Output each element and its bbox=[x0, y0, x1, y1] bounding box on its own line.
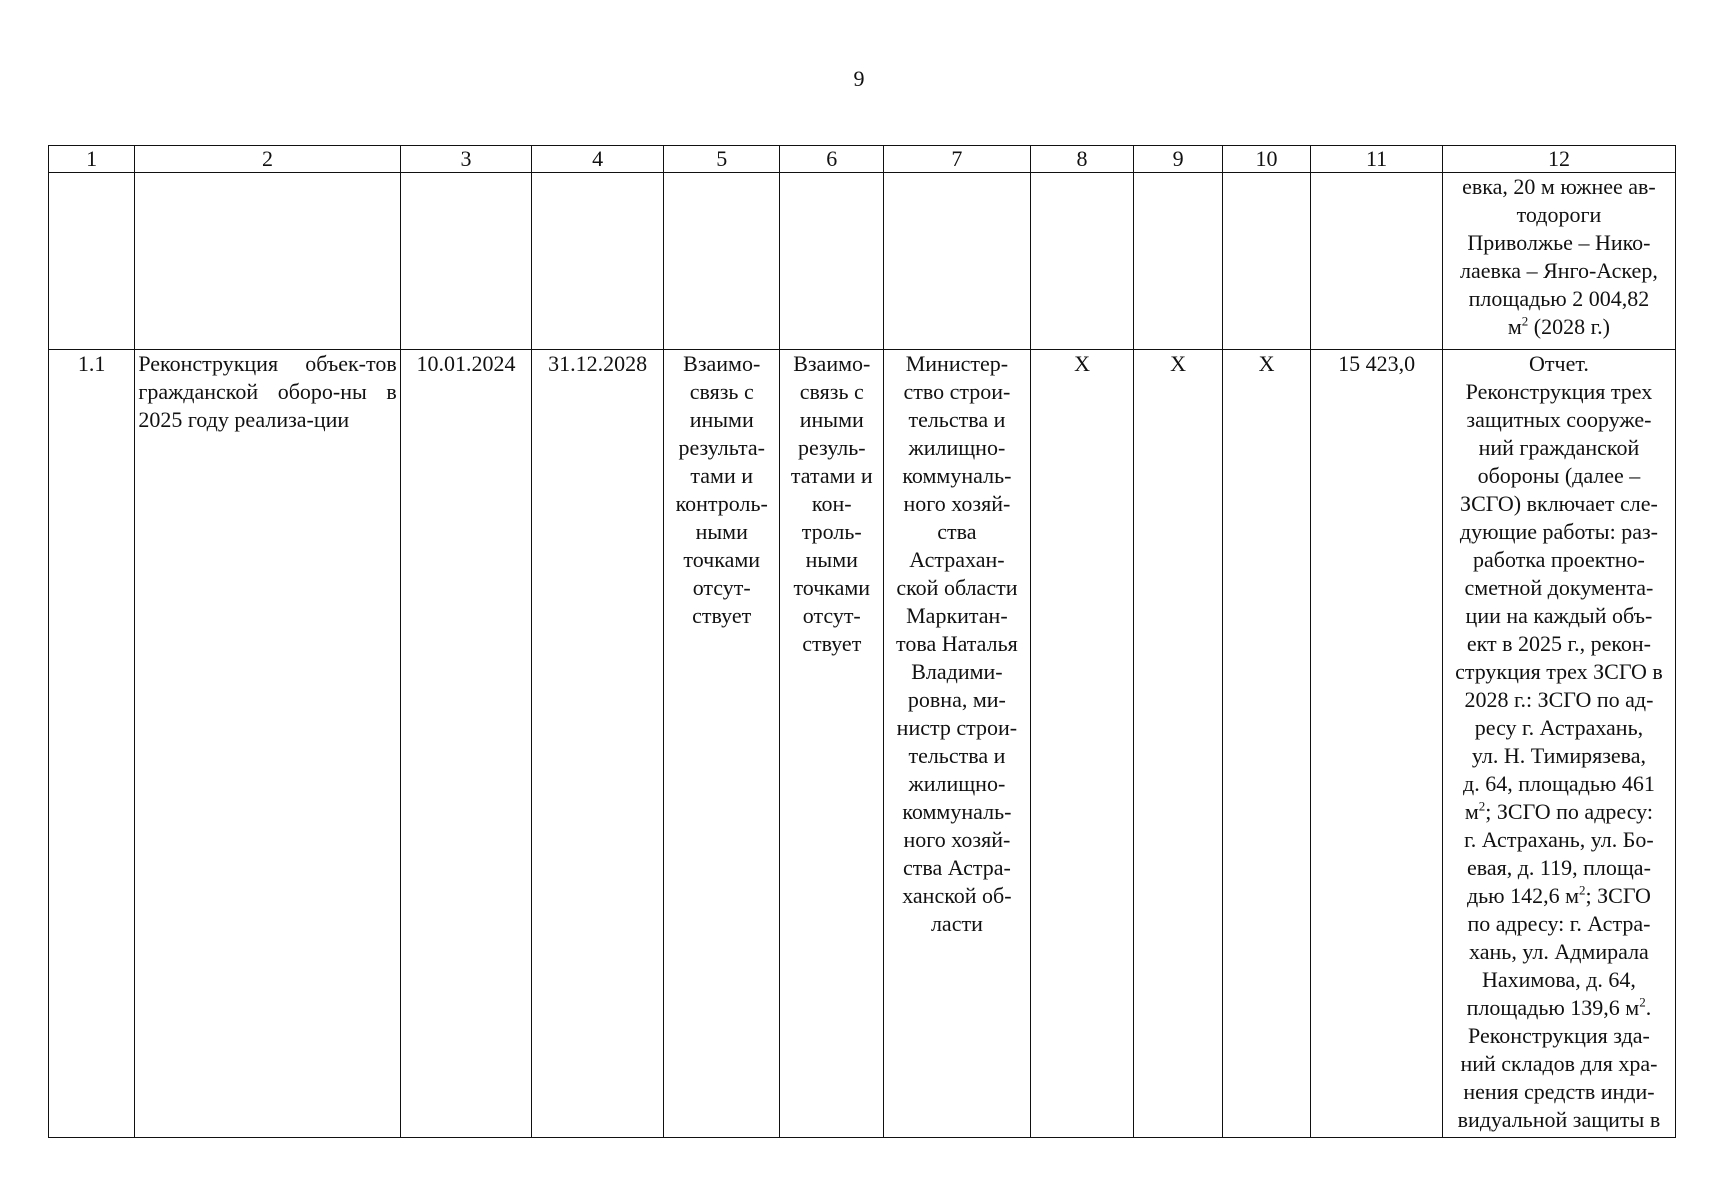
continued-description-text: евка, 20 м южнее ав- тодороги Приволжье – Нико- лаевка – Янго-Аскер, площадью 2 004,82 м bbox=[1460, 174, 1658, 339]
cell-empty bbox=[663, 173, 780, 350]
cell-empty bbox=[49, 173, 135, 350]
continued-row bbox=[49, 173, 1676, 350]
start-date: 10.01.2024 bbox=[400, 350, 532, 1138]
col-header-8: 8 bbox=[1030, 146, 1134, 173]
page-number: 9 bbox=[853, 66, 865, 91]
result-name: Реконструкция объек-тов гражданской оборо-ны в 2025 году реализа-ции bbox=[135, 350, 400, 1138]
col-header-3: 3 bbox=[400, 146, 532, 173]
results-table bbox=[48, 145, 1676, 1138]
cell-empty bbox=[135, 173, 400, 350]
responsible-person: Министер- ство строи- тельства и жилищно- коммуналь- ного хозяй- ства Астрахан- ской области Маркитан- това Наталья Владими- ровна, ми- нистр строи- тельства и жилищно- коммуналь- ного хозяй- ства Астра- ханской об- ласти bbox=[884, 350, 1031, 1138]
superscript: 2 bbox=[1521, 313, 1529, 329]
description-cell bbox=[1442, 350, 1675, 1138]
row-number: 1.1 bbox=[49, 350, 135, 1138]
col-header-2: 2 bbox=[135, 146, 400, 173]
continued-description-tail: (2028 г.) bbox=[1528, 314, 1610, 339]
relation-cell-5: Взаимо- связь с иными результа- тами и контроль- ными точками отсут- ствует bbox=[663, 350, 780, 1138]
cell-empty bbox=[1222, 173, 1310, 350]
col-header-11: 11 bbox=[1311, 146, 1443, 173]
amount-cell: 15 423,0 bbox=[1311, 350, 1443, 1138]
col-header-4: 4 bbox=[532, 146, 664, 173]
superscript: 2 bbox=[1478, 798, 1486, 814]
description-part: . Реконструкция зда- ний складов для хра- нения средств инди- видуальной защиты в bbox=[1457, 995, 1661, 1132]
cell-empty bbox=[1030, 173, 1134, 350]
cell-empty bbox=[884, 173, 1031, 350]
col-header-1: 1 bbox=[49, 146, 135, 173]
header-row bbox=[49, 146, 1676, 173]
description-part: ; ЗСГО по адресу: г. Астра- хань, ул. Адмирала Нахимова, д. 64, площадью 139,6 м bbox=[1466, 883, 1651, 1020]
continued-description-cell bbox=[1442, 173, 1675, 350]
col-header-5: 5 bbox=[663, 146, 780, 173]
end-date: 31.12.2028 bbox=[532, 350, 664, 1138]
cell-empty bbox=[780, 173, 884, 350]
superscript: 2 bbox=[1579, 882, 1586, 898]
relation-cell-6: Взаимо- связь с иными резуль- татами и кон- троль- ными точками отсут- ствует bbox=[780, 350, 884, 1138]
cell-empty bbox=[400, 173, 532, 350]
col-header-12: 12 bbox=[1442, 146, 1675, 173]
superscript: 2 bbox=[1639, 994, 1646, 1010]
table-row bbox=[49, 350, 1676, 1138]
description-part: Отчет. Реконструкция трех защитных сооруже- ний гражданской обороны (далее – ЗСГО) включает сле- дующие работы: раз- работка проектно- сметной документа- ции на каждый объ- ект в 2025 г., рекон- струкция трех ЗСГО в 2028 г.: ЗСГО по ад- ресу г. Астрахань, ул. Н. Тимирязева, д. 64, площадью 461 м bbox=[1455, 351, 1663, 824]
col-header-10: 10 bbox=[1222, 146, 1310, 173]
cell-empty bbox=[532, 173, 664, 350]
cell-empty bbox=[1134, 173, 1222, 350]
col-header-9: 9 bbox=[1134, 146, 1222, 173]
description-part: ; ЗСГО по адресу: г. Астрахань, ул. Бо- евая, д. 119, площа- дью 142,6 м bbox=[1464, 799, 1654, 908]
mark-cell-8: Х bbox=[1030, 350, 1134, 1138]
mark-cell-10: Х bbox=[1222, 350, 1310, 1138]
col-header-7: 7 bbox=[884, 146, 1031, 173]
cell-empty bbox=[1311, 173, 1443, 350]
col-header-6: 6 bbox=[780, 146, 884, 173]
mark-cell-9: Х bbox=[1134, 350, 1222, 1138]
